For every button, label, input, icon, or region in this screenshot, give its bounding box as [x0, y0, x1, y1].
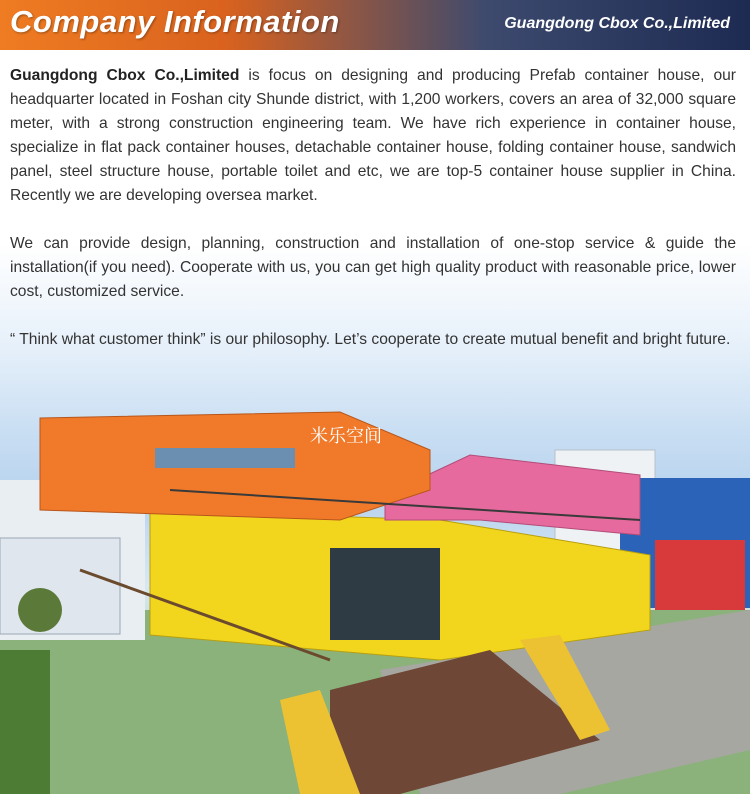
- services-paragraph: We can provide design, planning, construction and installation of one-stop service & guide the installation(if you need). Cooperate with us, you can get high quality product with reasonable price, lower cost, customized service.: [10, 235, 736, 300]
- content-area: [0, 50, 750, 794]
- red-container-right: [655, 540, 745, 610]
- page-title: Company Information: [10, 4, 340, 39]
- container-sign: 米乐空间: [310, 426, 382, 447]
- header-banner: [0, 0, 750, 50]
- tree-left: [18, 588, 62, 632]
- orange-container-window: [155, 448, 295, 468]
- glass-entrance: [330, 548, 440, 640]
- container-house-photo: [0, 50, 750, 794]
- hedge-left: [0, 650, 50, 794]
- intro-company-name: Guangdong Cbox Co.,Limited: [10, 67, 240, 84]
- background-building-left-lower: [0, 538, 120, 634]
- philosophy-paragraph: “ Think what customer think” is our philosophy. Let’s cooperate to create mutual benefit and bright future.: [10, 331, 731, 348]
- intro-text: is focus on designing and producing Prefab container house, our headquarter located in Foshan city Shunde district, with 1,200 workers, covers an area of 32,000 square meter, with a strong construction engineering team. We have rich experience in container house, specialize in flat pack container houses, detachable container house, folding container house, sandwich panel, steel structure house, portable toilet and etc, we are top-5 container house supplier in China. Recently we are developing oversea market.: [10, 67, 737, 204]
- header-company-name: Guangdong Cbox Co.,Limited: [504, 15, 730, 32]
